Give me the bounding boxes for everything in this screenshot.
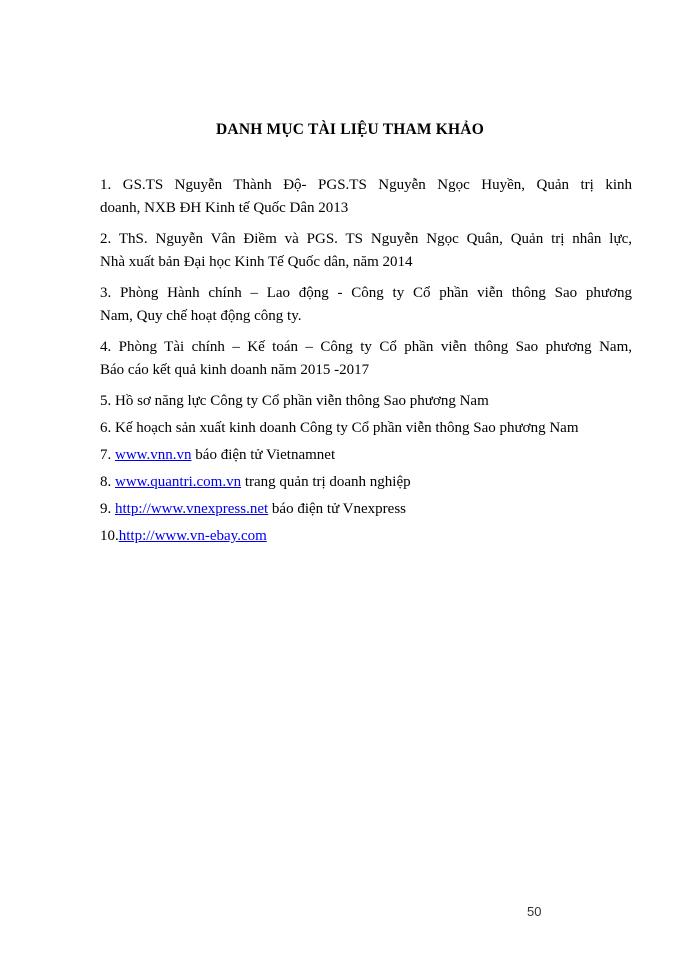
reference-link-vnexpress[interactable]: http://www.vnexpress.net <box>115 501 269 517</box>
reference-line <box>100 471 632 494</box>
reference-number: 10. <box>100 528 119 544</box>
reference-number: 9. <box>100 501 112 517</box>
reference-line <box>100 498 632 521</box>
reference-item-9 <box>100 498 632 521</box>
reference-list <box>100 174 632 552</box>
reference-text: trang quản trị doanh nghiệp <box>244 474 411 490</box>
reference-link-vn-ebay[interactable]: http://www.vn-ebay.com <box>118 528 267 544</box>
page-title: DANH MỤC TÀI LIỆU THAM KHẢO <box>216 121 484 138</box>
reference-item-1 <box>100 174 632 220</box>
reference-number: 5. <box>100 393 112 409</box>
reference-text-continued: Báo cáo kết quả kinh doanh năm 2015 -2017 <box>100 362 370 378</box>
reference-text: Kế hoạch sản xuất kinh doanh Công ty Cổ phần viễn thông Sao phương Nam <box>115 420 579 436</box>
reference-number: 7. <box>100 447 112 463</box>
reference-link-quantri[interactable]: www.quantri.com.vn <box>115 474 242 490</box>
reference-number: 3. <box>100 285 112 301</box>
reference-item-5 <box>100 390 632 413</box>
reference-text: Phòng Tài chính – Kế toán – Công ty Cổ phần viễn thông Sao phương Nam, <box>118 339 632 355</box>
reference-number: 2. <box>100 231 112 247</box>
reference-text: báo điện tử Vnexpress <box>271 501 406 517</box>
reference-text: ThS. Nguyễn Vân Điềm và PGS. TS Nguyễn Ngọc Quân, Quản trị nhân lực, <box>118 231 632 247</box>
reference-number: 8. <box>100 474 112 490</box>
reference-text-continued: Nhà xuất bản Đại học Kinh Tế Quốc dân, năm 2014 <box>100 254 413 270</box>
reference-line <box>100 390 632 413</box>
page-number: 50 <box>527 904 542 919</box>
reference-text: GS.TS Nguyễn Thành Độ- PGS.TS Nguyễn Ngọc Huyền, Quản trị kinh <box>122 177 632 193</box>
reference-line <box>100 282 632 305</box>
reference-line <box>100 174 632 197</box>
reference-text-continued: doanh, NXB ĐH Kinh tế Quốc Dân 2013 <box>100 200 349 216</box>
reference-line <box>100 444 632 467</box>
reference-item-6 <box>100 417 632 440</box>
reference-number: 6. <box>100 420 112 436</box>
reference-item-3 <box>100 282 632 328</box>
reference-item-10 <box>100 525 632 548</box>
reference-link-vnn[interactable]: www.vnn.vn <box>115 447 192 463</box>
reference-text: Phòng Hành chính – Lao động - Công ty Cổ phần viễn thông Sao phương <box>120 285 632 301</box>
reference-text: báo điện tử Vietnamnet <box>195 447 336 463</box>
reference-item-4 <box>100 336 632 382</box>
reference-line <box>100 336 632 359</box>
reference-item-7 <box>100 444 632 467</box>
reference-number: 4. <box>100 339 112 355</box>
reference-item-2 <box>100 228 632 274</box>
reference-line <box>100 525 632 548</box>
reference-text-continued: Nam, Quy chế hoạt động công ty. <box>100 308 302 324</box>
reference-line <box>100 228 632 251</box>
reference-number: 1. <box>100 177 112 193</box>
reference-text: Hồ sơ năng lực Công ty Cổ phần viễn thông Sao phương Nam <box>115 393 489 409</box>
reference-line <box>100 417 632 440</box>
reference-item-8 <box>100 471 632 494</box>
